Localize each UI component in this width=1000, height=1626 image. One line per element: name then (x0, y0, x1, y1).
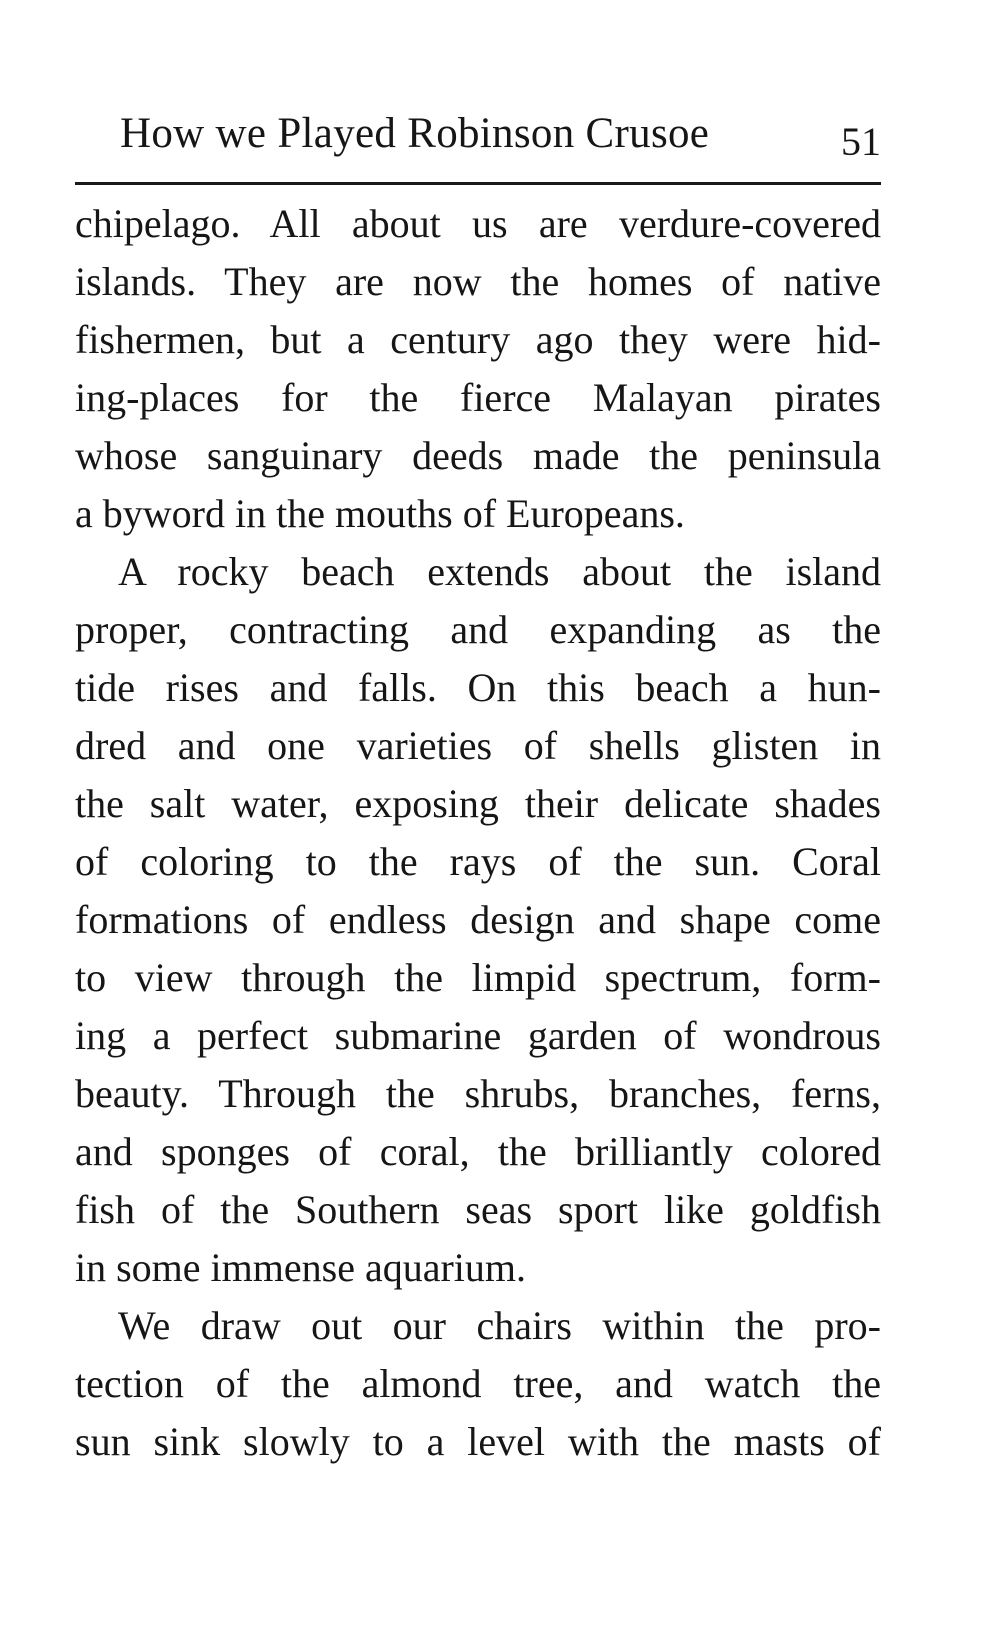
text-line: beauty. Through the shrubs, branches, ferns, (75, 1071, 881, 1116)
text-line: chipelago. All about us are verdure-covered (75, 201, 881, 246)
text-line: the salt water, exposing their delicate shades (75, 781, 881, 826)
body-text (75, 195, 881, 1471)
text-line: whose sanguinary deeds made the peninsula (75, 433, 881, 478)
page-header (75, 104, 881, 164)
paragraph-1 (75, 195, 881, 543)
text-line: tection of the almond tree, and watch the (75, 1361, 881, 1406)
text-line: ing-places for the fierce Malayan pirates (75, 375, 881, 420)
text-line: A rocky beach extends about the island (118, 549, 881, 594)
paragraph-3 (75, 1297, 881, 1471)
text-line: sun sink slowly to a level with the masts of (75, 1419, 881, 1464)
text-line: to view through the limpid spectrum, form- (75, 955, 881, 1000)
page-number: 51 (841, 119, 881, 164)
text-line: dred and one varieties of shells glisten in (75, 723, 881, 768)
header-rule (75, 182, 881, 185)
text-line: and sponges of coral, the brilliantly colored (75, 1129, 881, 1174)
text-line: We draw out our chairs within the pro- (118, 1303, 881, 1348)
text-line: in some immense aquarium. (75, 1245, 527, 1290)
running-title: How we Played Robinson Crusoe (120, 110, 710, 157)
text-line: tide rises and falls. On this beach a hun- (75, 665, 881, 710)
text-line: islands. They are now the homes of native (75, 259, 881, 304)
text-line: fishermen, but a century ago they were hid- (75, 317, 881, 362)
paragraph-2 (75, 543, 881, 1297)
text-line: of coloring to the rays of the sun. Coral (75, 839, 881, 884)
text-line: fish of the Southern seas sport like goldfish (75, 1187, 881, 1232)
text-line: proper, contracting and expanding as the (75, 607, 881, 652)
text-line: ing a perfect submarine garden of wondrous (75, 1013, 881, 1058)
text-line: a byword in the mouths of Europeans. (75, 491, 685, 536)
text-line: formations of endless design and shape come (75, 897, 881, 942)
